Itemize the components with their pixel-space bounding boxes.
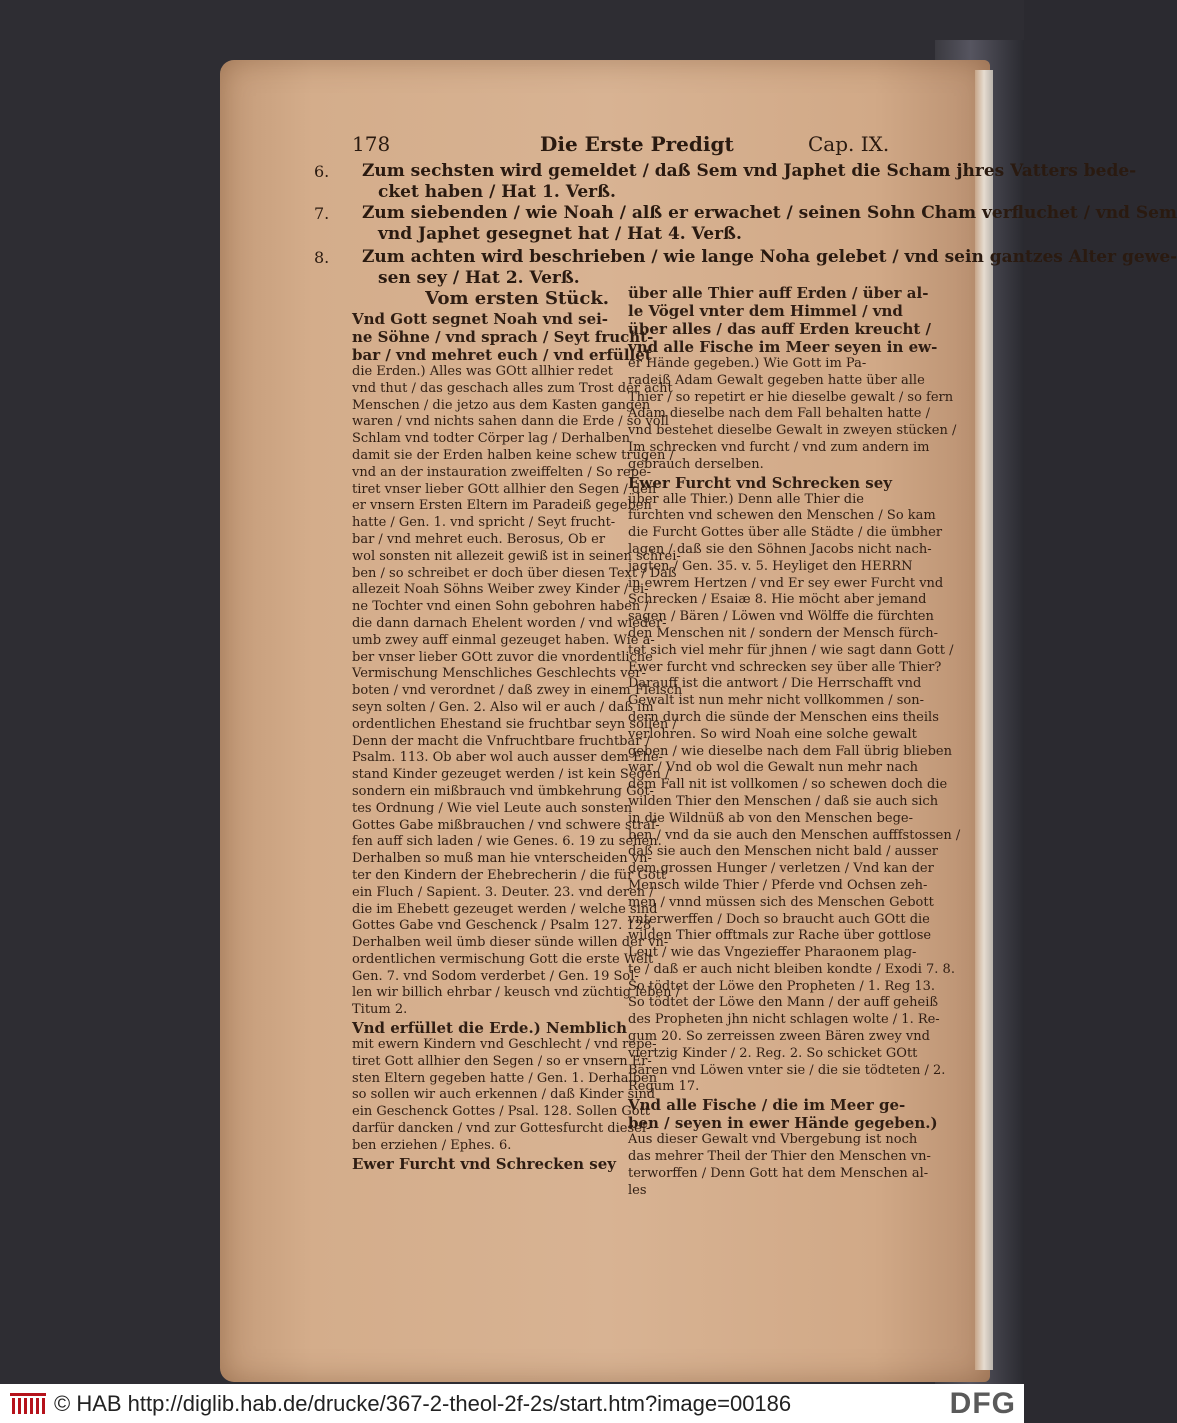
text-line: mit ewern Kindern vnd Geschlecht / vnd repe- xyxy=(352,1037,657,1053)
text-line: Gottes Gabe vnd Geschenck / Psalm 127. 128. xyxy=(352,918,656,934)
text-line: radeiß Adam Gewalt gegeben hatte über alle xyxy=(628,372,925,388)
text-line: fen auff sich laden / wie Genes. 6. 19 zu sehen. xyxy=(352,834,662,850)
text-line: dern durch die sünde der Menschen eins theils xyxy=(628,709,939,725)
text-line: war / Vnd ob wol die Gewalt nun mehr nach xyxy=(628,760,919,776)
text-line: terworffen / Denn Gott hat dem Menschen al- xyxy=(628,1165,929,1181)
text-line: tet sich viel mehr für jhnen / wie sagt dann Gott / xyxy=(628,642,954,658)
item-line: sen sey / Hat 2. Verß. xyxy=(378,268,580,288)
text-line: wol sonsten nit allezeit gewiß ist in seinen schrei- xyxy=(352,548,681,564)
text-line: jagten / Gen. 35. v. 5. Heyliget den HERRN xyxy=(628,558,913,574)
text-line: Vnd erfüllet die Erde.) Nemblich xyxy=(352,1019,628,1038)
text-line: ben erziehen / Ephes. 6. xyxy=(352,1137,512,1153)
text-line: ter den Kindern der Ehebrecherin / die für Gott xyxy=(352,867,667,883)
text-line: Ewer Furcht vnd Schrecken sey xyxy=(628,473,892,492)
text-line: Darauff ist die antwort / Die Herrschafft vnd xyxy=(628,676,922,692)
text-line: Gen. 7. vnd Sodom verderbet / Gen. 19 Sol- xyxy=(352,968,639,984)
text-line: te / daß er auch nicht bleiben kondte / Exodi 7. 8. xyxy=(628,961,955,977)
text-line: tes Ordnung / Wie viel Leute auch sonsten xyxy=(352,800,633,816)
text-line: sondern ein mißbrauch vnd ümbkehrung Got- xyxy=(352,783,654,799)
footer-bar xyxy=(0,1384,1024,1423)
text-line: stand Kinder gezeuget werden / ist kein Segen / xyxy=(352,767,670,783)
text-line: le Vögel vnter dem Himmel / vnd xyxy=(628,302,903,320)
text-line: damit sie der Erden halben keine schew trügen / xyxy=(352,447,674,463)
text-line: in ewrem Hertzen / vnd Er sey ewer Furcht vnd xyxy=(628,575,944,591)
text-line: vnd thut / das geschach alles zum Trost der acht xyxy=(352,380,673,396)
item-line: vnd Japhet gesegnet hat / Hat 4. Verß. xyxy=(378,224,742,244)
item-number: 6. xyxy=(314,162,330,181)
text-line: Gewalt ist nun mehr nicht vollkommen / son- xyxy=(628,693,925,709)
text-line: viertzig Kinder / 2. Reg. 2. So schicket GOtt xyxy=(628,1045,918,1061)
text-line: er Hände gegeben.) Wie Gott im Pa- xyxy=(628,356,867,371)
text-line: So tödtet der Löwe den Mann / der auff geheiß xyxy=(628,995,939,1011)
text-line: darfür dancken / vnd zur Gottesfurcht diesel- xyxy=(352,1121,651,1137)
section-heading: Vom ersten Stück. xyxy=(425,288,610,309)
item-number: 8. xyxy=(314,248,330,267)
text-line: ben / vnd da sie auch den Menschen aufffstossen / xyxy=(628,827,961,843)
text-line: daß sie auch den Menschen nicht bald / ausser xyxy=(628,844,938,860)
text-line: den Menschen nit / sondern der Mensch fürch- xyxy=(628,625,939,641)
text-line: bar / vnd mehret euch. Berosus, Ob er xyxy=(352,531,606,547)
text-line: Aus dieser Gewalt vnd Vbergebung ist noch xyxy=(628,1132,918,1148)
text-line: waren / vnd nichts sahen dann die Erde / so voll xyxy=(352,414,669,430)
item-line: Zum sechsten wird gemeldet / daß Sem vnd Japhet die Scham jhres Vatters bede- xyxy=(362,161,1137,181)
text-line: boten / vnd verordnet / daß zwey in einem Fleisch xyxy=(352,683,683,699)
text-line: vnd alle Fische im Meer seyen in ew- xyxy=(628,338,938,356)
item-line: Zum achten wird beschrieben / wie lange Noha gelebet / vnd sein gantzes Alter gewe- xyxy=(362,247,1177,267)
text-line: hatte / Gen. 1. vnd spricht / Seyt frucht- xyxy=(352,515,616,531)
text-line: Vermischung Menschliches Geschlechts ver- xyxy=(352,666,646,682)
text-line: Adam dieselbe nach dem Fall behalten hatte / xyxy=(628,406,930,422)
text-line: Schrecken / Esaiæ 8. Hie möcht aber jemand xyxy=(628,592,927,608)
text-line: dem Fall nit ist vollkomen / so schewen doch die xyxy=(628,777,948,793)
text-line: in die Wildnüß ab von den Menschen bege- xyxy=(628,810,914,826)
text-line: Bären vnd Löwen vnter sie / die sie tödteten / 2. xyxy=(628,1062,946,1078)
text-line: Gottes Gabe mißbrauchen / vnd schwere straf- xyxy=(352,817,660,833)
text-line: vnd an der instauration zweiffelten / So repe- xyxy=(352,464,652,480)
text-line: die Erden.) Alles was GOtt allhier redet xyxy=(352,364,614,379)
chapter-label: Cap. IX. xyxy=(808,132,890,156)
text-line: Ewer Furcht vnd Schrecken sey xyxy=(352,1154,616,1173)
text-line: Ewer furcht vnd schrecken sey über alle Thier? xyxy=(628,659,942,675)
text-line: ben / so schreibet er doch über diesen Text / Daß xyxy=(352,565,677,581)
text-line: ber vnser lieber GOtt zuvor die vnordentliche xyxy=(352,649,653,665)
text-line: Mensch wilde Thier / Pferde vnd Ochsen zeh- xyxy=(628,877,928,893)
text-line: Psalm. 113. Ob aber wol auch ausser dem Ehe- xyxy=(352,750,663,766)
source-url[interactable]: © HAB http://diglib.hab.de/drucke/367-2-theol-2f-2s/start.htm?image=00186 xyxy=(54,1390,792,1416)
text-line: Denn der macht die Vnfruchtbare fruchtbar / xyxy=(352,733,650,749)
text-line: die Furcht Gottes über alle Städte / die ümbher xyxy=(628,525,943,541)
text-line: vnterwerffen / Doch so braucht auch GOtt die xyxy=(628,911,930,927)
text-line: des Propheten jhn nicht schlagen wolte / 1. Re- xyxy=(628,1012,940,1028)
item-line: cket haben / Hat 1. Verß. xyxy=(378,182,616,202)
text-line: über alle Thier.) Denn alle Thier die xyxy=(628,491,864,507)
text-line: gebrauch derselben. xyxy=(628,456,764,472)
right-column xyxy=(628,284,960,1199)
page-number: 178 xyxy=(352,132,391,156)
text-line: er vnsern Ersten Eltern im Paradeiß gegeben xyxy=(352,498,652,514)
text-line: geben / wie dieselbe nach dem Fall übrig blieben xyxy=(628,743,952,759)
text-line: wilden Thier den Menschen / daß sie auch sich xyxy=(628,793,939,809)
text-line: Derhalben so muß man hie vnterscheiden vn- xyxy=(352,851,652,867)
text-line: men / vnnd müssen sich des Menschen Gebott xyxy=(628,894,934,910)
text-line: seyn solten / Gen. 2. Also wil er auch / daß im xyxy=(352,699,654,715)
text-line: ordentlichen Ehestand sie fruchtbar seyn sollen / xyxy=(352,716,677,732)
dfg-logo: DFG xyxy=(949,1387,1016,1420)
text-line: len wir billich ehrbar / keusch vnd züchtig leben / xyxy=(352,985,680,1001)
text-line: ein Geschenck Gottes / Psal. 128. Sollen Gott xyxy=(352,1104,651,1120)
text-line: sten Eltern gegeben hatte / Gen. 1. Derhalben xyxy=(352,1070,658,1086)
text-line: fürchten vnd schewen den Menschen / So kam xyxy=(628,508,936,524)
text-line: ein Fluch / Sapient. 3. Deuter. 23. vnd deren / xyxy=(352,884,654,900)
text-line: verlohren. So wird Noah eine solche gewalt xyxy=(628,726,917,742)
text-line: Thier / so repetirt er hie dieselbe gewalt / so fern xyxy=(628,389,954,405)
text-line: Vnd Gott segnet Noah vnd sei- xyxy=(352,310,609,328)
text-line: tiret Gott allhier den Segen / so er vnsern Er- xyxy=(352,1053,652,1069)
text-line: Leut / wie das Vngezieffer Pharaonem plag- xyxy=(628,945,917,961)
text-line: die im Ehebett gezeuget werden / welche sind xyxy=(352,901,658,917)
text-line: ne Söhne / vnd sprach / Seyt frucht- xyxy=(352,328,654,346)
text-line: gum 20. So zerreissen zween Bären zwey vnd xyxy=(628,1029,930,1045)
text-line: allezeit Noah Söhns Weiber zwey Kinder / ei- xyxy=(352,582,649,598)
text-line: wilden Thier offtmals zur Rache über gottlose xyxy=(628,928,932,944)
text-line: das mehrer Theil der Thier den Menschen vn- xyxy=(628,1149,931,1165)
text-line: ben / seyen in ewer Hände gegeben.) xyxy=(628,1114,938,1133)
library-columns-icon xyxy=(4,1389,52,1419)
text-line: Derhalben weil ümb dieser sünde willen der vn- xyxy=(352,935,669,951)
text-line: ne Tochter vnd einen Sohn gebohren haben / xyxy=(352,599,649,615)
text-line: dem grossen Hunger / verletzen / Vnd kan der xyxy=(628,861,934,877)
text-line: so sollen wir auch erkennen / daß Kinder sind xyxy=(352,1087,656,1103)
text-line: lagen / daß sie den Söhnen Jacobs nicht nach- xyxy=(628,541,932,557)
text-line: umb zwey auff einmal gezeuget haben. Wie a- xyxy=(352,632,655,648)
text-line: So tödtet der Löwe den Propheten / 1. Reg 13. xyxy=(628,978,936,994)
text-line: über alle Thier auff Erden / über al- xyxy=(628,284,929,302)
running-title: Die Erste Predigt xyxy=(540,132,734,156)
text-line: über alles / das auff Erden kreucht / xyxy=(628,320,932,338)
item-number: 7. xyxy=(314,204,330,223)
text-line: tiret vnser lieber GOtt allhier den Segen / den xyxy=(352,481,657,497)
text-line: die dann darnach Ehelent worden / vnd wieder- xyxy=(352,615,667,631)
text-line: vnd bestehet dieselbe Gewalt in zweyen stücken / xyxy=(628,423,957,439)
text-line: ordentlichen vermischung Gott die erste Welt xyxy=(352,951,654,967)
text-line: Menschen / die jetzo aus dem Kasten gangen xyxy=(352,397,651,413)
text-line: Titum 2. xyxy=(352,1002,408,1018)
text-line: Schlam vnd todter Cörper lag / Derhalben xyxy=(352,431,630,447)
item-line: Zum siebenden / wie Noah / alß er erwachet / seinen Sohn Cham verfluchet / vnd Sem xyxy=(362,203,1177,223)
text-line: bar / vnd mehret euch / vnd erfüllet xyxy=(352,346,652,364)
text-line: Regum 17. xyxy=(628,1079,700,1095)
text-line: les xyxy=(628,1182,647,1198)
text-line: Im schrecken vnd furcht / vnd zum andern im xyxy=(628,439,930,455)
text-line: Vnd alle Fische / die im Meer ge- xyxy=(628,1096,906,1115)
text-line: sagen / Bären / Löwen vnd Wölffe die fürchten xyxy=(628,609,934,625)
